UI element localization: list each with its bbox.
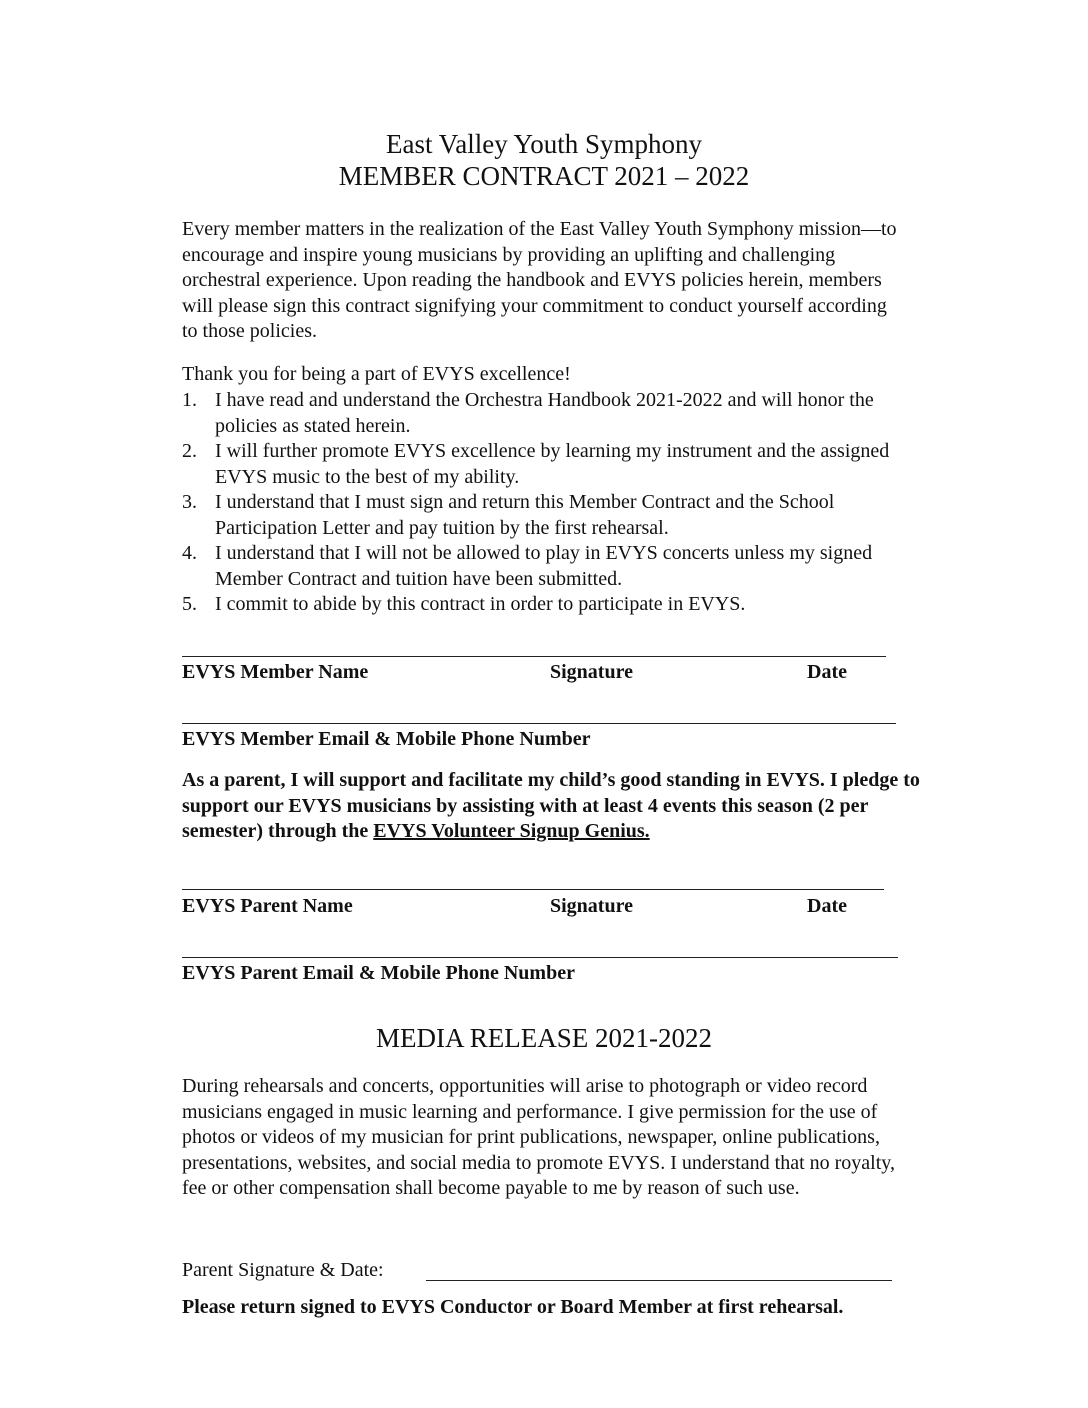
pledge-item <box>182 490 902 541</box>
pledge-text: I will further promote EVYS excellence by learning my instrument and the assigned EVYS music to the best of my ability. <box>215 440 890 488</box>
media-release-paragraph: During rehearsals and concerts, opportunities will arise to photograph or video record musicians engaged in music learning and performance. I give permission for the use of photos or videos of my musician for print publications, newspaper, online publications, presentations, websites, and social media to promote EVYS. I understand that no royalty, fee or other compensation shall become payable to me by reason of such use. <box>182 1075 895 1199</box>
parent-pledge-text: As a parent, I will support and facilitate my child’s good standing in EVYS. I pledge to support our EVYS musicians by assisting with at least 4 events this season (2 per semester) through the <box>182 769 920 842</box>
return-instructions: Please return signed to EVYS Conductor or Board Member at first rehearsal. <box>182 1296 844 1318</box>
thanks-line: Thank you for being a part of EVYS excellence! <box>182 363 571 385</box>
pledge-item <box>182 592 902 618</box>
pledge-text: I understand that I must sign and return this Member Contract and the School Participation Letter and pay tuition by the first rehearsal. <box>215 491 835 539</box>
parent-signature-date-label: Parent Signature & Date: <box>182 1259 384 1281</box>
pledge-item <box>182 541 902 592</box>
parent-pledge-paragraph <box>182 768 922 845</box>
pledge-text: I understand that I will not be allowed to play in EVYS concerts unless my signed Member Contract and tuition have been submitted. <box>215 542 873 590</box>
member-signature-label: Signature <box>550 661 633 683</box>
media-release-title: MEDIA RELEASE 2021-2022 <box>376 1023 712 1053</box>
contract-title: MEMBER CONTRACT 2021 – 2022 <box>338 161 750 191</box>
member-name-label: EVYS Member Name <box>182 661 369 683</box>
pledge-item <box>182 388 902 439</box>
member-date-label: Date <box>807 661 847 683</box>
parent-contact-line[interactable] <box>182 957 898 958</box>
parent-contact-label: EVYS Parent Email & Mobile Phone Number <box>182 962 575 984</box>
member-contact-line[interactable] <box>182 723 896 724</box>
parent-signature-line[interactable] <box>182 889 884 890</box>
pledge-item <box>182 439 902 490</box>
parent-signature-label: Signature <box>550 895 633 917</box>
pledge-number: 3. <box>182 491 197 513</box>
parent-signature-date-line[interactable] <box>426 1280 892 1281</box>
pledge-text: I have read and understand the Orchestra Handbook 2021-2022 and will honor the policies as stated herein. <box>215 389 874 437</box>
pledge-list <box>182 388 902 618</box>
parent-date-label: Date <box>807 895 847 917</box>
pledge-number: 4. <box>182 542 197 564</box>
pledge-text: I commit to abide by this contract in order to participate in EVYS. <box>215 593 746 615</box>
intro-paragraph: Every member matters in the realization of the East Valley Youth Symphony mission—to encourage and inspire young musicians by providing an uplifting and challenging orchestral experience. Upon reading the handbook and EVYS policies herein, members will please sign this contract signifying your commitment to conduct yourself according to those policies. <box>182 218 897 342</box>
pledge-number: 2. <box>182 440 197 462</box>
pledge-number: 1. <box>182 389 197 411</box>
member-contact-label: EVYS Member Email & Mobile Phone Number <box>182 728 591 750</box>
volunteer-signup-link[interactable]: EVYS Volunteer Signup Genius. <box>373 820 650 842</box>
org-title: East Valley Youth Symphony <box>385 129 703 159</box>
parent-name-label: EVYS Parent Name <box>182 895 353 917</box>
pledge-number: 5. <box>182 593 197 615</box>
member-signature-line[interactable] <box>182 656 886 657</box>
